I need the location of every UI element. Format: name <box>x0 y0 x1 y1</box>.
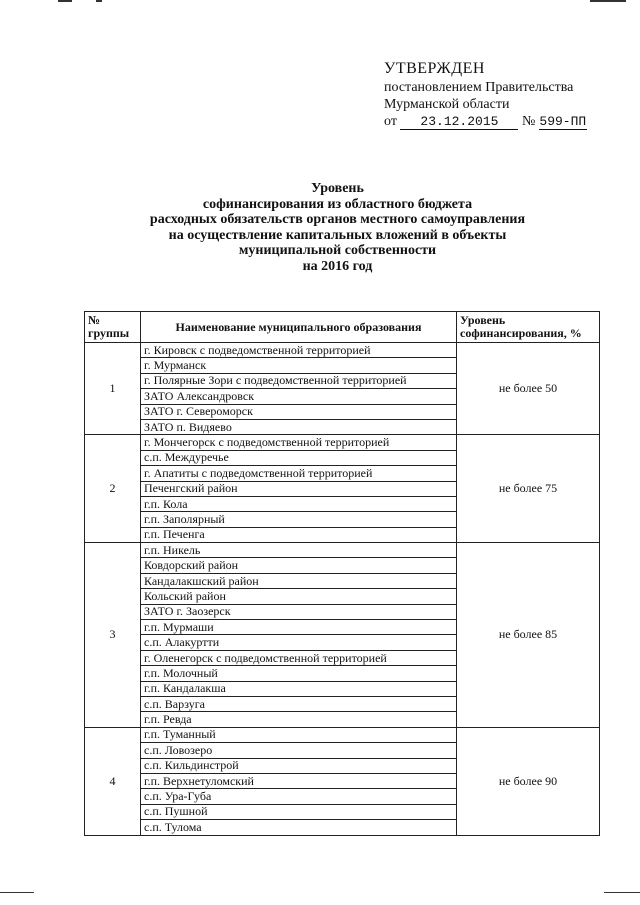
municipality-cell: с.п. Кильдинстрой <box>141 758 457 773</box>
municipality-cell: г.п. Никель <box>141 543 457 558</box>
table-header-row <box>85 312 600 343</box>
title-line: софинансирования из областного бюджета <box>202 196 473 212</box>
table-row <box>85 435 600 450</box>
municipality-cell: г. Мурманск <box>141 358 457 373</box>
scan-mark <box>590 0 626 2</box>
scan-mark <box>604 892 640 893</box>
header-text: софинансирования, % <box>460 326 582 340</box>
approval-number: 599-ПП <box>539 114 587 129</box>
municipality-cell: Ковдорский район <box>141 558 457 573</box>
approval-line-2: Мурманской области <box>384 97 510 112</box>
municipality-cell: с.п. Алакуртти <box>141 635 457 650</box>
header-text: группы <box>88 326 130 340</box>
municipality-cell: с.п. Пушной <box>141 804 457 819</box>
table-row <box>85 343 600 358</box>
cofinancing-table <box>84 311 600 836</box>
municipality-cell: с.п. Ловозеро <box>141 743 457 758</box>
header-text: Уровень <box>460 313 506 327</box>
from-label: от <box>384 114 397 129</box>
municipality-cell: г. Оленегорск с подведомственной территорией <box>141 650 457 665</box>
municipality-cell: г.п. Мурмаши <box>141 620 457 635</box>
municipality-cell: Кандалакшский район <box>141 573 457 588</box>
municipality-cell: г.п. Ревда <box>141 712 457 727</box>
municipality-cell: Печенгский район <box>141 481 457 496</box>
header-level <box>457 312 600 343</box>
approval-line-1: постановлением Правительства <box>384 80 574 95</box>
document-title <box>60 181 615 275</box>
header-group-number <box>85 312 141 343</box>
municipality-cell: г. Апатиты с подведомственной территорией <box>141 466 457 481</box>
table-row <box>85 727 600 742</box>
municipality-cell: г. Кировск с подведомственной территорией <box>141 343 457 358</box>
title-line: расходных обязательств органов местного самоуправления <box>149 212 526 228</box>
group-number-cell: 4 <box>85 727 141 835</box>
cofinancing-level-cell: не более 75 <box>457 435 600 543</box>
cofinancing-level-cell: не более 85 <box>457 543 600 728</box>
scan-mark <box>96 0 102 2</box>
municipality-cell: г.п. Заполярный <box>141 512 457 527</box>
group-number-cell: 2 <box>85 435 141 543</box>
municipality-cell: Кольский район <box>141 589 457 604</box>
municipality-cell: ЗАТО Александровск <box>141 389 457 404</box>
municipality-cell: г.п. Кола <box>141 496 457 511</box>
municipality-cell: с.п. Междуречье <box>141 450 457 465</box>
municipality-cell: г.п. Туманный <box>141 727 457 742</box>
approval-heading: УТВЕРЖДЕН <box>384 60 485 77</box>
group-number-cell: 1 <box>85 343 141 435</box>
approval-date: 23.12.2015 <box>400 114 518 130</box>
header-text: № <box>88 313 101 327</box>
scan-mark <box>0 892 34 893</box>
approval-date-line <box>384 113 624 130</box>
number-label: № <box>521 114 536 129</box>
title-line: на осуществление капитальных вложений в объекты <box>168 227 507 243</box>
title-line: Уровень <box>311 181 364 196</box>
header-municipality: Наименование муниципального образования <box>141 312 457 343</box>
municipality-cell: г. Полярные Зори с подведомственной территорией <box>141 373 457 388</box>
table-body <box>85 343 600 836</box>
municipality-cell: г.п. Печенга <box>141 527 457 542</box>
municipality-cell: ЗАТО г. Североморск <box>141 404 457 419</box>
group-number-cell: 3 <box>85 543 141 728</box>
municipality-cell: г.п. Кандалакша <box>141 681 457 696</box>
table-row <box>85 543 600 558</box>
title-line: на 2016 год <box>302 258 373 274</box>
municipality-cell: ЗАТО п. Видяево <box>141 419 457 434</box>
cofinancing-level-cell: не более 50 <box>457 343 600 435</box>
cofinancing-level-cell: не более 90 <box>457 727 600 835</box>
scan-mark <box>58 0 72 2</box>
municipality-cell: с.п. Ура-Губа <box>141 789 457 804</box>
municipality-cell: ЗАТО г. Заозерск <box>141 604 457 619</box>
municipality-cell: г.п. Верхнетуломский <box>141 773 457 788</box>
municipality-cell: с.п. Варзуга <box>141 696 457 711</box>
approval-block <box>384 60 624 130</box>
municipality-cell: г. Мончегорск с подведомственной территорией <box>141 435 457 450</box>
title-line: муниципальной собственности <box>238 243 437 259</box>
municipality-cell: с.п. Тулома <box>141 820 457 835</box>
municipality-cell: г.п. Молочный <box>141 666 457 681</box>
